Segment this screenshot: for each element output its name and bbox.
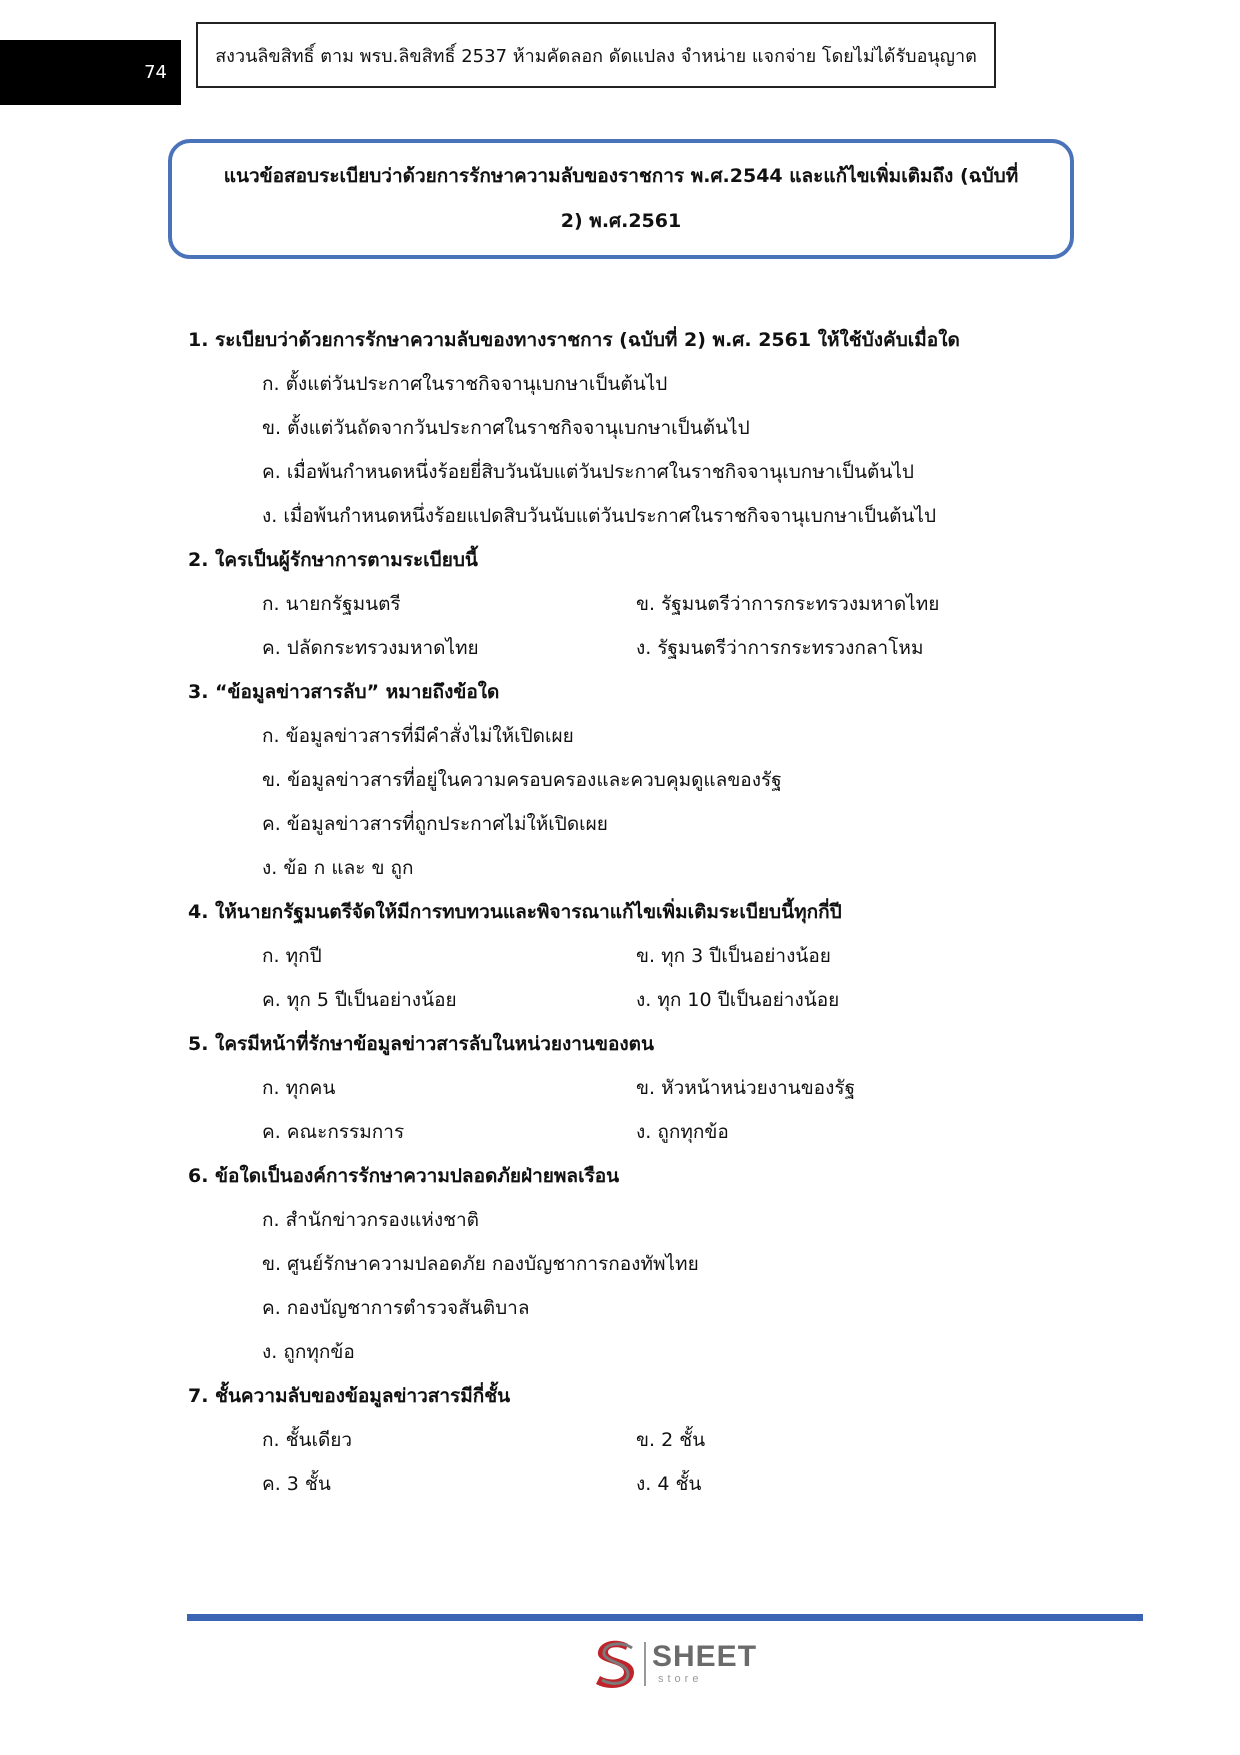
q1-option-b: ข. ตั้งแต่วันถัดจากวันประกาศในราชกิจจานุเบกษาเป็นต้นไป	[262, 417, 750, 439]
q7-option-d: ง. 4 ชั้น	[636, 1473, 702, 1495]
q6-option-d: ง. ถูกทุกข้อ	[262, 1341, 355, 1363]
q2-option-c: ค. ปลัดกระทรวงมหาดไทย	[262, 637, 479, 659]
footer-divider	[187, 1614, 1143, 1621]
q4-option-d: ง. ทุก 10 ปีเป็นอย่างน้อย	[636, 989, 840, 1011]
q4-option-b: ข. ทุก 3 ปีเป็นอย่างน้อย	[636, 945, 831, 967]
logo-separator	[644, 1642, 646, 1686]
q4-options-row-2	[188, 978, 1108, 1022]
q6-option-a: ก. สำนักข่าวกรองแห่งชาติ	[262, 1209, 480, 1231]
q4-option-c: ค. ทุก 5 ปีเป็นอย่างน้อย	[262, 989, 457, 1011]
q5-option-a: ก. ทุกคน	[262, 1077, 336, 1099]
question-list	[188, 318, 1108, 1506]
sheet-s-logo-icon	[588, 1636, 640, 1692]
copyright-text: สงวนลิขสิทธิ์ ตาม พรบ.ลิขสิทธิ์ 2537 ห้ามคัดลอก ดัดแปลง จำหน่าย แจกจ่าย โดยไม่ได้รับอนุญาต	[215, 45, 977, 67]
title-line-1: แนวข้อสอบระเบียบว่าด้วยการรักษาความลับของราชการ พ.ศ.2544 และแก้ไขเพิ่มเติมถึง (ฉบับที่	[223, 165, 1019, 187]
q7-option-a: ก. ชั้นเดียว	[262, 1429, 353, 1451]
copyright-notice	[196, 22, 996, 88]
sheet-store-logo	[588, 1636, 763, 1692]
question-2: 2. ใครเป็นผู้รักษาการตามระเบียบนี้	[188, 549, 478, 571]
q3-option-c: ค. ข้อมูลข่าวสารที่ถูกประกาศไม่ให้เปิดเผย	[262, 813, 608, 835]
q7-option-c: ค. 3 ชั้น	[262, 1473, 331, 1495]
question-1: 1. ระเบียบว่าด้วยการรักษาความลับของทางราชการ (ฉบับที่ 2) พ.ศ. 2561 ให้ใช้บังคับเมื่อใด	[188, 329, 960, 351]
q6-option-b: ข. ศูนย์รักษาความปลอดภัย กองบัญชาการกองทัพไทย	[262, 1253, 699, 1275]
question-4: 4. ให้นายกรัฐมนตรีจัดให้มีการทบทวนและพิจารณาแก้ไขเพิ่มเติมระเบียบนี้ทุกกี่ปี	[188, 901, 842, 923]
page-number: 74	[144, 62, 167, 83]
q5-options-row-2	[188, 1110, 1108, 1154]
q2-option-b: ข. รัฐมนตรีว่าการกระทรวงมหาดไทย	[636, 593, 940, 615]
q7-option-b: ข. 2 ชั้น	[636, 1429, 706, 1451]
q5-option-c: ค. คณะกรรมการ	[262, 1121, 405, 1143]
page-number-block	[0, 40, 181, 105]
question-6: 6. ข้อใดเป็นองค์การรักษาความปลอดภัยฝ่ายพลเรือน	[188, 1165, 620, 1187]
q2-options-row-2	[188, 626, 1108, 670]
logo-subtitle: store	[658, 1673, 703, 1685]
question-3: 3. “ข้อมูลข่าวสารลับ” หมายถึงข้อใด	[188, 681, 500, 703]
q2-option-d: ง. รัฐมนตรีว่าการกระทรวงกลาโหม	[636, 637, 924, 659]
q5-option-b: ข. หัวหน้าหน่วยงานของรัฐ	[636, 1077, 856, 1099]
logo-name: SHEET	[652, 1640, 758, 1673]
question-5: 5. ใครมีหน้าที่รักษาข้อมูลข่าวสารลับในหน่วยงานของตน	[188, 1033, 654, 1055]
q5-option-d: ง. ถูกทุกข้อ	[636, 1121, 729, 1143]
q7-options-row-1	[188, 1418, 1108, 1462]
q3-option-d: ง. ข้อ ก และ ข ถูก	[262, 857, 414, 879]
title-line-2: 2) พ.ศ.2561	[560, 210, 682, 232]
q5-options-row-1	[188, 1066, 1108, 1110]
q7-options-row-2	[188, 1462, 1108, 1506]
q1-option-d: ง. เมื่อพ้นกำหนดหนึ่งร้อยแปดสิบวันนับแต่วันประกาศในราชกิจจานุเบกษาเป็นต้นไป	[262, 505, 937, 527]
q1-option-a: ก. ตั้งแต่วันประกาศในราชกิจจานุเบกษาเป็นต้นไป	[262, 373, 668, 395]
question-7: 7. ชั้นความลับของข้อมูลข่าวสารมีกี่ชั้น	[188, 1385, 511, 1407]
q6-option-c: ค. กองบัญชาการตำรวจสันติบาล	[262, 1297, 530, 1319]
q3-option-a: ก. ข้อมูลข่าวสารที่มีคำสั่งไม่ให้เปิดเผย	[262, 725, 574, 747]
q1-option-c: ค. เมื่อพ้นกำหนดหนึ่งร้อยยี่สิบวันนับแต่วันประกาศในราชกิจจานุเบกษาเป็นต้นไป	[262, 461, 914, 483]
q4-option-a: ก. ทุกปี	[262, 945, 322, 967]
q2-option-a: ก. นายกรัฐมนตรี	[262, 593, 401, 615]
document-title-box	[168, 139, 1074, 259]
q4-options-row-1	[188, 934, 1108, 978]
q2-options-row-1	[188, 582, 1108, 626]
document-title	[224, 154, 1018, 244]
q3-option-b: ข. ข้อมูลข่าวสารที่อยู่ในความครอบครองและควบคุมดูแลของรัฐ	[262, 769, 782, 791]
